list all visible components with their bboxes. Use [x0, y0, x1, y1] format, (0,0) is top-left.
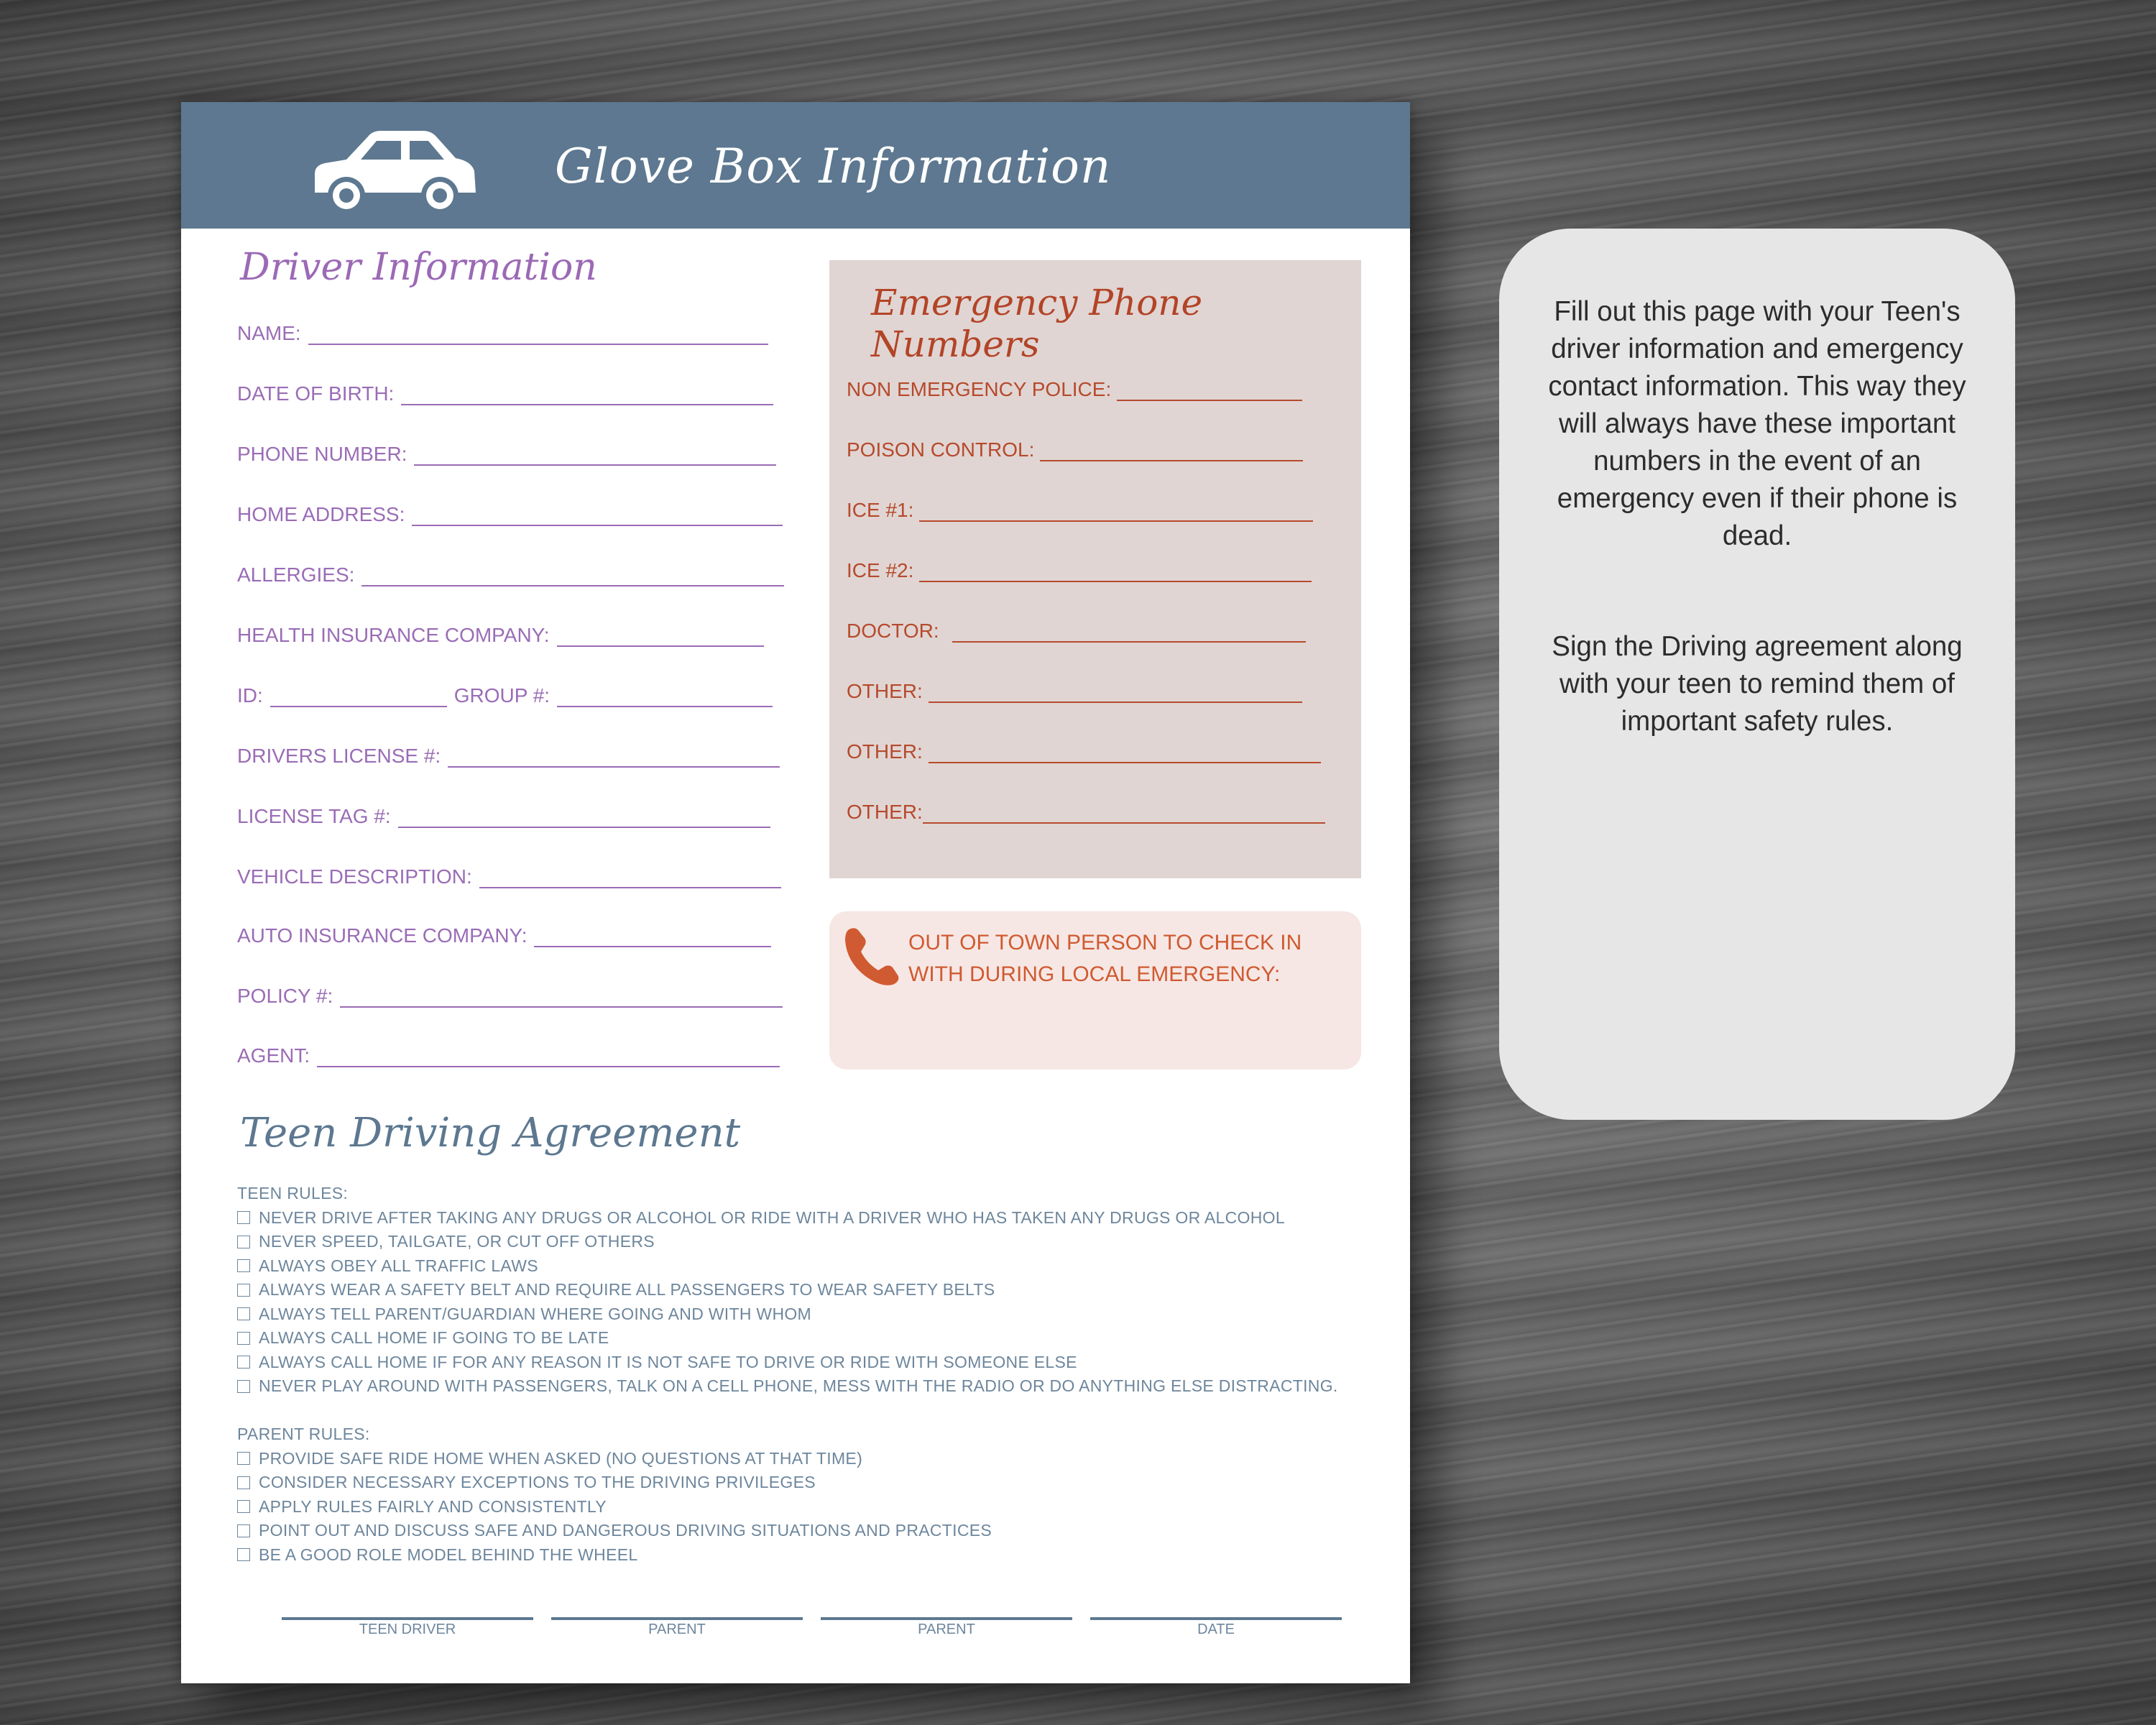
policy-field[interactable]: [237, 979, 783, 1008]
other1-field[interactable]: [847, 674, 1302, 703]
rule-text: NEVER SPEED, TAILGATE, OR CUT OFF OTHERS: [259, 1232, 655, 1251]
drivers-license-field[interactable]: [237, 739, 780, 768]
checkbox[interactable]: [237, 1236, 250, 1248]
doctor-line: [952, 621, 1306, 643]
other3-label: OTHER:: [847, 801, 923, 823]
instruction-paragraph-2: Sign the Driving agreement along with your teen to remind them of important safety rules.: [1552, 631, 1963, 737]
address-field[interactable]: [237, 497, 783, 526]
rule-text: ALWAYS TELL PARENT/GUARDIAN WHERE GOING AND WITH WHOM: [259, 1304, 812, 1323]
other1-line: [929, 681, 1302, 703]
signature-label: TEEN DRIVER: [359, 1622, 456, 1637]
agent-field[interactable]: [237, 1039, 780, 1067]
checkbox[interactable]: [237, 1259, 250, 1272]
rule-text: NEVER DRIVE AFTER TAKING ANY DRUGS OR ALCOHOL OR RIDE WITH A DRIVER WHO HAS TAKEN ANY DRUGS OR ALCOHOL: [259, 1208, 1285, 1227]
teen-rule[interactable]: [237, 1351, 1387, 1375]
checkbox[interactable]: [237, 1332, 250, 1345]
ice2-label: ICE #2:: [847, 559, 914, 581]
group-line: [557, 686, 773, 707]
phone-line: [414, 444, 776, 466]
rule-text: POINT OUT AND DISCUSS SAFE AND DANGEROUS DRIVING SITUATIONS AND PRACTICES: [259, 1521, 992, 1540]
checkbox[interactable]: [237, 1380, 250, 1393]
checkbox[interactable]: [237, 1284, 250, 1297]
allergies-label: ALLERGIES:: [237, 564, 355, 586]
name-field[interactable]: [237, 316, 768, 345]
parent-rule[interactable]: [237, 1495, 1387, 1519]
checkbox[interactable]: [237, 1356, 250, 1368]
rule-text: ALWAYS CALL HOME IF FOR ANY REASON IT IS NOT SAFE TO DRIVE OR RIDE WITH SOMEONE ELSE: [259, 1352, 1077, 1371]
teen-rule[interactable]: [237, 1206, 1387, 1230]
checkbox[interactable]: [237, 1307, 250, 1320]
rules-list: [237, 1182, 1387, 1567]
allergies-line: [361, 565, 784, 586]
checkbox[interactable]: [237, 1500, 250, 1513]
teen-rule[interactable]: [237, 1302, 1387, 1327]
teen-rule[interactable]: [237, 1230, 1387, 1254]
policy-line: [340, 986, 783, 1008]
drivers-license-line: [448, 746, 780, 768]
parent-rules-heading: PARENT RULES:: [237, 1425, 370, 1443]
checkbox[interactable]: [237, 1211, 250, 1224]
other2-field[interactable]: [847, 735, 1321, 763]
ice2-field[interactable]: [847, 553, 1312, 582]
signature-label: DATE: [1197, 1622, 1235, 1637]
instruction-card: [1499, 229, 2015, 1120]
agreement-title: Teen Driving Agreement: [240, 1110, 741, 1156]
police-line: [1117, 380, 1302, 401]
page-title: Glove Box Information: [555, 139, 1112, 194]
phone-icon: [841, 924, 903, 989]
address-label: HOME ADDRESS:: [237, 503, 405, 525]
license-tag-line: [398, 806, 770, 828]
health-insurance-field[interactable]: [237, 618, 764, 647]
car-icon: [302, 124, 482, 217]
doctor-label: DOCTOR:: [847, 620, 939, 642]
dob-line: [401, 384, 773, 405]
drivers-license-label: DRIVERS LICENSE #:: [237, 745, 441, 767]
rule-text: CONSIDER NECESSARY EXCEPTIONS TO THE DRIVING PRIVILEGES: [259, 1473, 816, 1491]
doctor-field[interactable]: [847, 614, 1306, 643]
other1-label: OTHER:: [847, 680, 923, 702]
other2-label: OTHER:: [847, 740, 923, 763]
address-line: [412, 505, 783, 526]
signature-parent-1[interactable]: [551, 1617, 803, 1638]
name-label: NAME:: [237, 322, 301, 344]
rule-text: PROVIDE SAFE RIDE HOME WHEN ASKED (NO QUESTIONS AT THAT TIME): [259, 1448, 863, 1468]
health-insurance-line: [557, 625, 764, 647]
rule-text: ALWAYS CALL HOME IF GOING TO BE LATE: [259, 1328, 609, 1347]
id-group-field[interactable]: [237, 678, 773, 707]
other2-line: [929, 742, 1321, 763]
header-banner: [181, 102, 1410, 229]
auto-insurance-field[interactable]: [237, 919, 771, 947]
parent-rule[interactable]: [237, 1519, 1387, 1543]
parent-rule[interactable]: [237, 1471, 1387, 1495]
parent-rule[interactable]: [237, 1447, 1387, 1471]
policy-label: POLICY #:: [237, 985, 333, 1007]
vehicle-description-line: [479, 867, 781, 888]
poison-label: POISON CONTROL:: [847, 438, 1035, 461]
name-line: [308, 323, 768, 345]
ice2-line: [919, 561, 1312, 582]
dob-label: DATE OF BIRTH:: [237, 382, 395, 405]
other3-field[interactable]: [847, 795, 1325, 824]
health-insurance-label: HEALTH INSURANCE COMPANY:: [237, 624, 550, 646]
signature-teen-driver[interactable]: [282, 1617, 533, 1638]
ice1-line: [919, 500, 1313, 522]
teen-rule[interactable]: [237, 1254, 1387, 1279]
checkbox[interactable]: [237, 1548, 250, 1561]
checkbox[interactable]: [237, 1524, 250, 1537]
rule-text: NEVER PLAY AROUND WITH PASSENGERS, TALK ON A CELL PHONE, MESS WITH THE RADIO OR DO ANYTHING ELSE DISTRACTING.: [259, 1376, 1338, 1395]
teen-rule[interactable]: [237, 1278, 1387, 1302]
signature-label: PARENT: [648, 1622, 706, 1637]
out-of-town-text: OUT OF TOWN PERSON TO CHECK IN WITH DURING LOCAL EMERGENCY:: [908, 931, 1302, 986]
other3-line: [923, 802, 1325, 824]
emergency-title: Emergency Phone Numbers: [871, 282, 1203, 365]
teen-rules-heading: TEEN RULES:: [237, 1184, 349, 1202]
checkbox[interactable]: [237, 1452, 250, 1465]
ice1-field[interactable]: [847, 493, 1313, 522]
license-tag-label: LICENSE TAG #:: [237, 805, 391, 827]
phone-field[interactable]: [237, 437, 776, 466]
parent-rule[interactable]: [237, 1543, 1387, 1568]
ice1-label: ICE #1:: [847, 499, 914, 521]
poison-line: [1040, 440, 1303, 461]
driver-info-title: Driver Information: [240, 246, 597, 289]
teen-rule[interactable]: [237, 1374, 1387, 1399]
license-tag-field[interactable]: [237, 799, 770, 828]
agent-line: [317, 1046, 780, 1067]
police-label: NON EMERGENCY POLICE:: [847, 378, 1112, 400]
agent-label: AGENT:: [237, 1044, 310, 1067]
phone-label: PHONE NUMBER:: [237, 443, 407, 465]
rule-text: ALWAYS WEAR A SAFETY BELT AND REQUIRE ALL PASSENGERS TO WEAR SAFETY BELTS: [259, 1280, 995, 1299]
police-field[interactable]: [847, 372, 1302, 401]
id-label: ID:: [237, 684, 263, 707]
signature-parent-2[interactable]: [821, 1617, 1072, 1638]
instruction-paragraph-1: Fill out this page with your Teen's driver information and emergency contact information. This way they will always have these important numbers in the event of an emergency even if their phone is dead.: [1548, 296, 1966, 551]
auto-insurance-line: [534, 926, 771, 947]
teen-rule[interactable]: [237, 1326, 1387, 1351]
allergies-field[interactable]: [237, 558, 784, 586]
glove-box-sheet: [181, 102, 1410, 1683]
signature-date[interactable]: [1090, 1617, 1342, 1638]
out-of-town-contact-box[interactable]: [829, 911, 1361, 1070]
emergency-numbers-panel: [829, 260, 1361, 878]
poison-field[interactable]: [847, 433, 1303, 461]
group-label: GROUP #:: [453, 684, 550, 707]
checkbox[interactable]: [237, 1476, 250, 1489]
auto-insurance-label: AUTO INSURANCE COMPANY:: [237, 924, 528, 947]
id-line: [270, 686, 447, 707]
rule-text: ALWAYS OBEY ALL TRAFFIC LAWS: [259, 1256, 538, 1275]
rule-text: APPLY RULES FAIRLY AND CONSISTENTLY: [259, 1496, 607, 1516]
vehicle-description-field[interactable]: [237, 860, 781, 888]
rule-text: BE A GOOD ROLE MODEL BEHIND THE WHEEL: [259, 1545, 638, 1564]
vehicle-description-label: VEHICLE DESCRIPTION:: [237, 865, 472, 888]
signature-label: PARENT: [918, 1622, 975, 1637]
dob-field[interactable]: [237, 377, 773, 405]
